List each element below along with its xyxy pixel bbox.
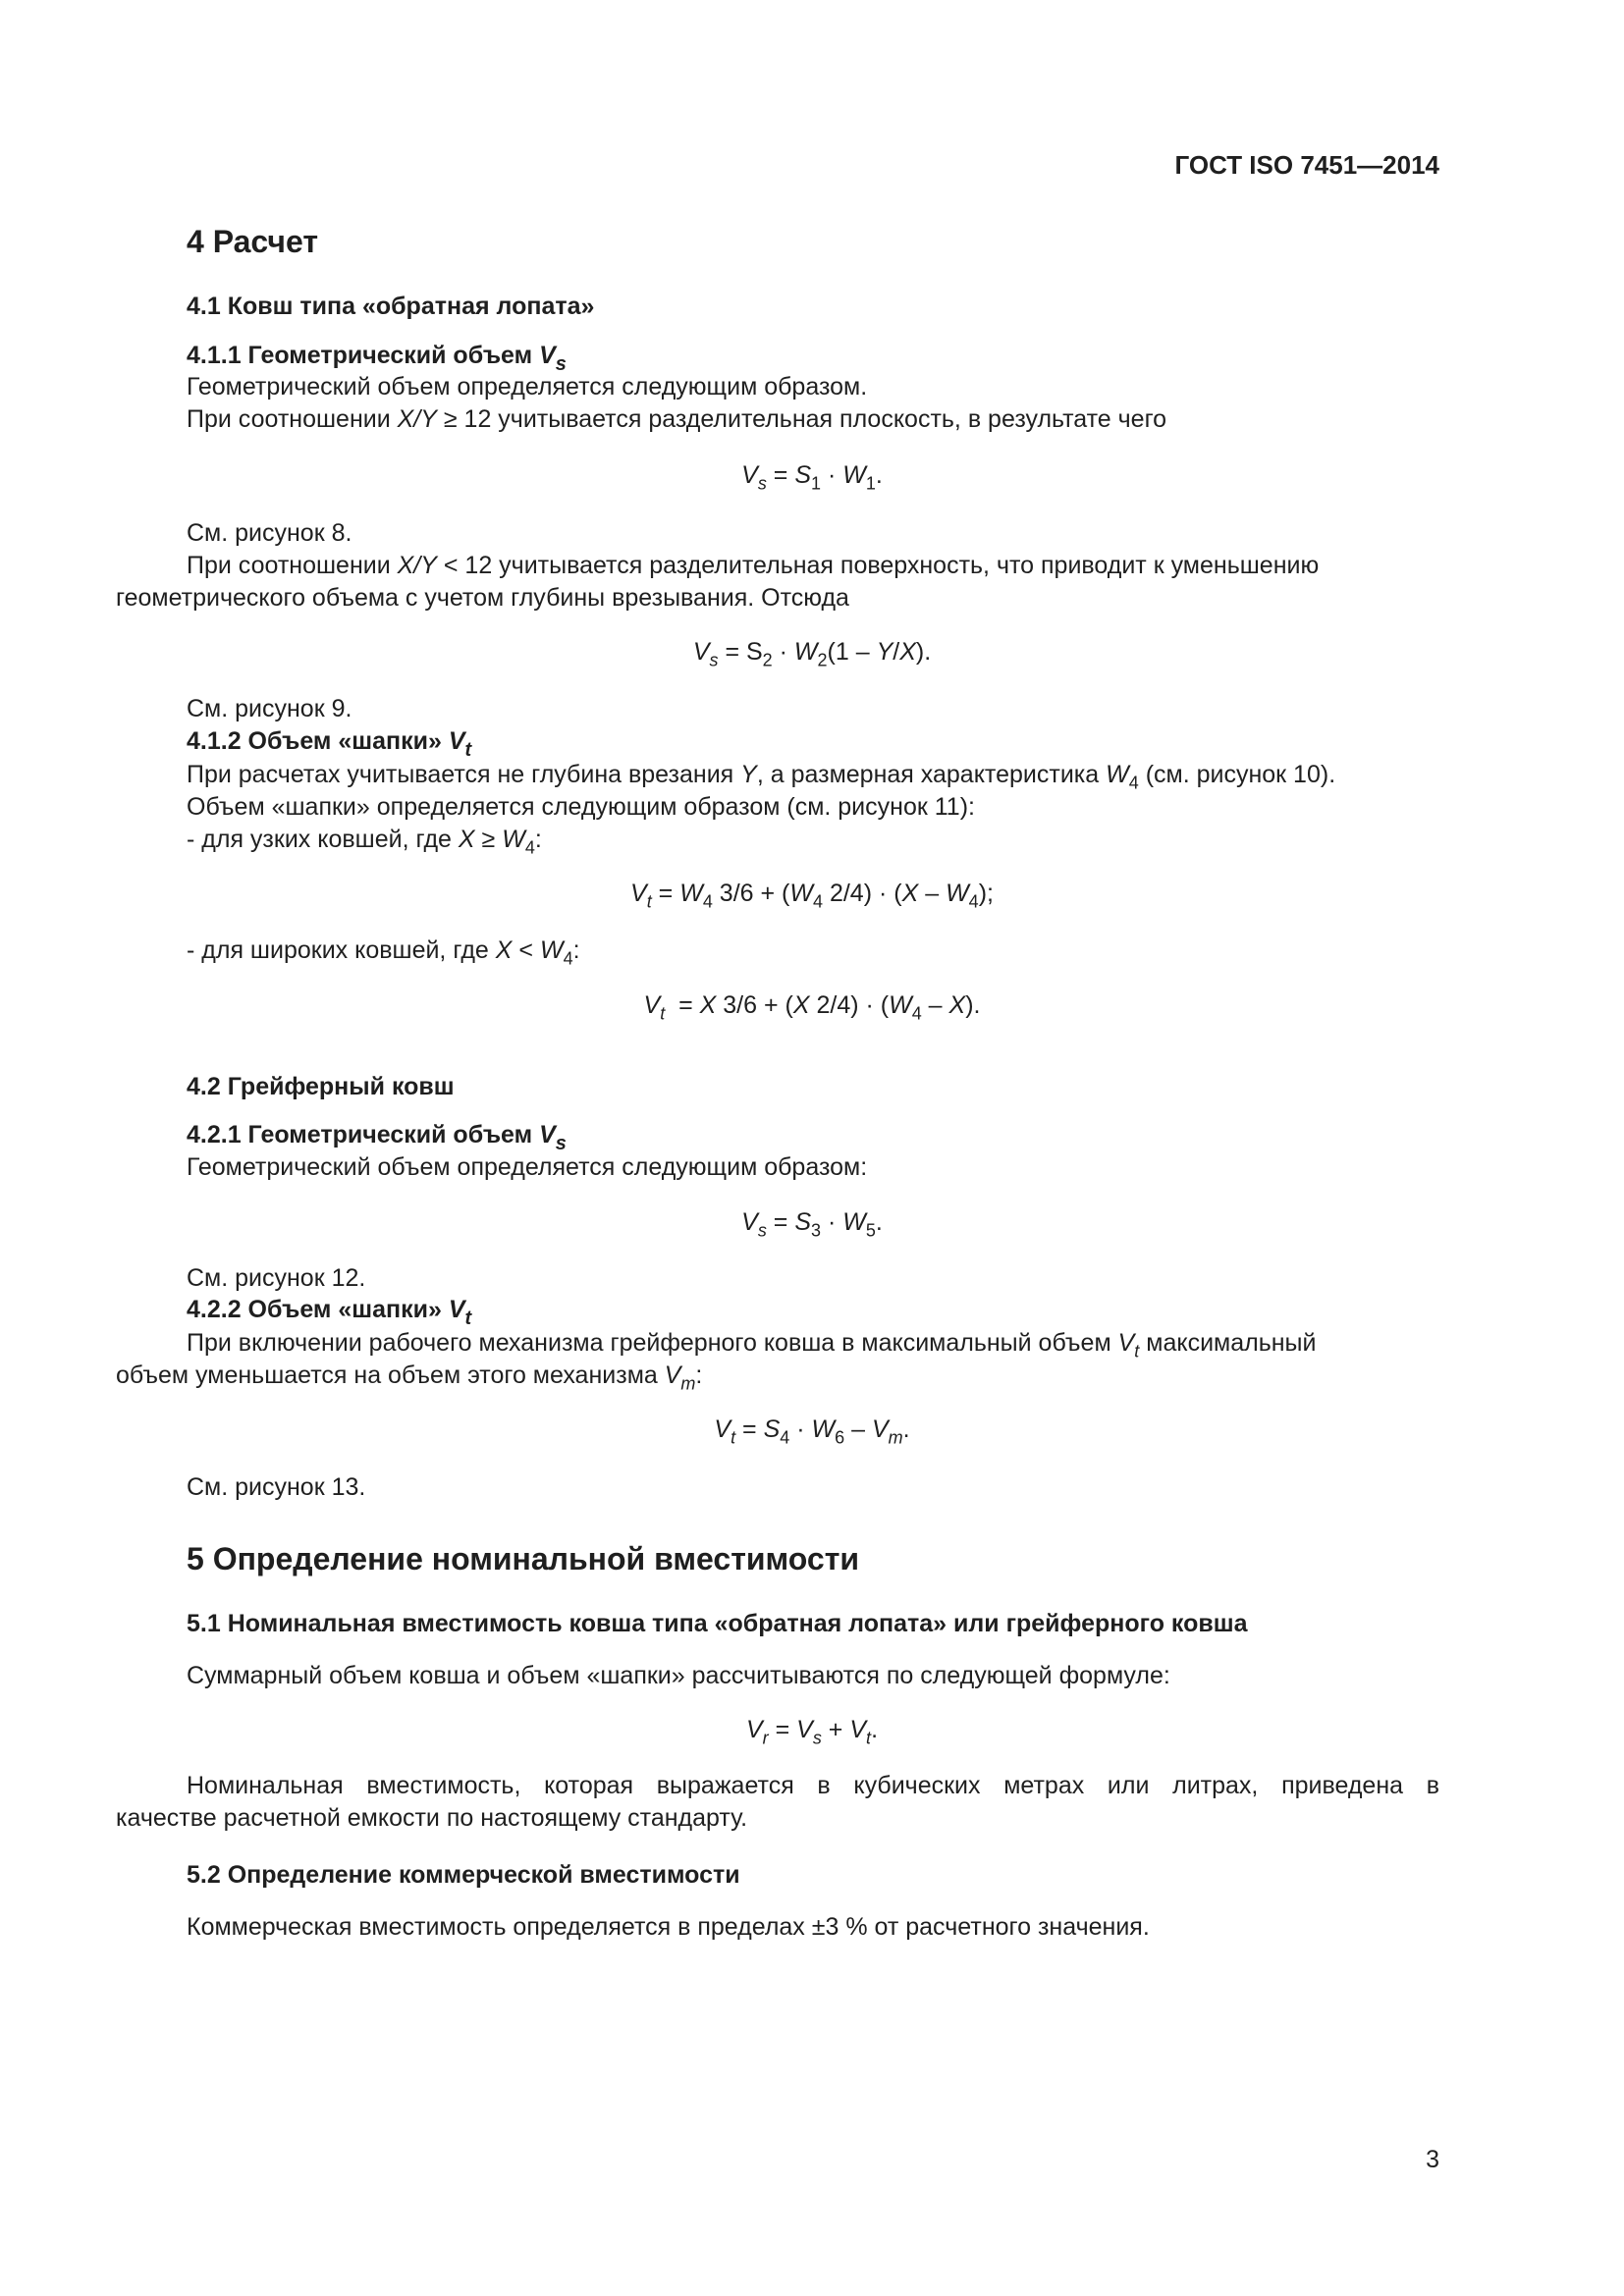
formula-vs-s1-w1: $V_s = S_1 \cdot W_1$.	[741, 461, 883, 494]
paragraph: Объем «шапки» определяется следующим образом (см. рисунок 11):	[187, 793, 975, 821]
formula-vs-s2-w2: $V_s = S_2 \cdot W_2(1 - Y/X)$.	[692, 638, 932, 670]
formula-vt-s4-w6: $V_t = S_4 \cdot W_6 - V_m$.	[714, 1415, 910, 1448]
section-5-heading: 5 Определение номинальной вместимости	[187, 1541, 860, 1576]
list-item: - для широких ковшей, где $X < W_4$:	[187, 936, 580, 969]
paragraph: См. рисунок 9.	[187, 695, 352, 722]
formula-vr: $V_r = V_s + V_t$.	[745, 1716, 879, 1748]
paragraph: Геометрический объем определяется следующим образом.	[187, 373, 868, 400]
section-4-heading: 4 Расчет	[187, 224, 318, 259]
page-number: 3	[1426, 2146, 1439, 2173]
section-4-1-1-heading: 4.1.1 Геометрический объем $V_s$	[187, 342, 567, 375]
section-4-1-2-heading: 4.1.2 Объем «шапки» $V_t$	[187, 727, 472, 761]
paragraph: При расчетах учитывается не глубина врезания Y, а размерная характеристика $W_4$ (см. рисунок 10).	[187, 761, 1336, 793]
section-4-2-1-heading: 4.2.1 Геометрический объем $V_s$	[187, 1121, 567, 1154]
paragraph: При соотношении X/Y < 12 учитывается разделительная поверхность, что приводит к уменьшению	[187, 552, 1320, 579]
formula-vt-narrow: $V_t = W_4$ $3/6 + (W_4$ $2/4) \cdot (X - W_4)$;	[630, 880, 994, 912]
section-5-2-heading: 5.2 Определение коммерческой вместимости	[187, 1861, 740, 1889]
paragraph: При включении рабочего механизма грейферного ковша в максимальный объем $V_t$ максимальный	[187, 1329, 1317, 1362]
section-4-1-heading: 4.1 Ковш типа «обратная лопата»	[187, 293, 595, 320]
paragraph: См. рисунок 13.	[187, 1473, 366, 1501]
paragraph: При соотношении X/Y ≥ 12 учитывается разделительная плоскость, в результате чего	[187, 405, 1167, 433]
paragraph: Коммерческая вместимость определяется в пределах ±3 % от расчетного значения.	[187, 1913, 1150, 1941]
paragraph: качестве расчетной емкости по настоящему стандарту.	[116, 1804, 748, 1832]
standard-header: ГОСТ ISO 7451—2014	[1174, 150, 1439, 180]
section-4-2-heading: 4.2 Грейферный ковш	[187, 1073, 455, 1100]
paragraph: См. рисунок 12.	[187, 1264, 366, 1292]
section-5-1-heading: 5.1 Номинальная вместимость ковша типа «обратная лопата» или грейферного ковша	[187, 1610, 1248, 1637]
section-4-2-2-heading: 4.2.2 Объем «шапки» $V_t$	[187, 1296, 472, 1329]
paragraph: объем уменьшается на объем этого механизма $V_m$:	[116, 1362, 703, 1394]
formula-vt-wide: $V_t = X$ 3/6 + (X $2/4) \cdot (W_4 - X)$.	[643, 991, 981, 1024]
formula-vs-s3-w5: $V_s = S_3 \cdot W_5$.	[741, 1208, 883, 1241]
list-item: - для узких ковшей, где $X \ge W_4$:	[187, 826, 542, 858]
paragraph: Номинальная вместимость, которая выражается в кубических метрах или литрах, приведена в	[187, 1772, 1439, 1799]
paragraph: геометрического объема с учетом глубины врезывания. Отсюда	[116, 584, 849, 612]
paragraph: Геометрический объем определяется следующим образом:	[187, 1153, 868, 1181]
paragraph: Суммарный объем ковша и объем «шапки» рассчитываются по следующей формуле:	[187, 1662, 1170, 1689]
paragraph: См. рисунок 8.	[187, 519, 352, 547]
